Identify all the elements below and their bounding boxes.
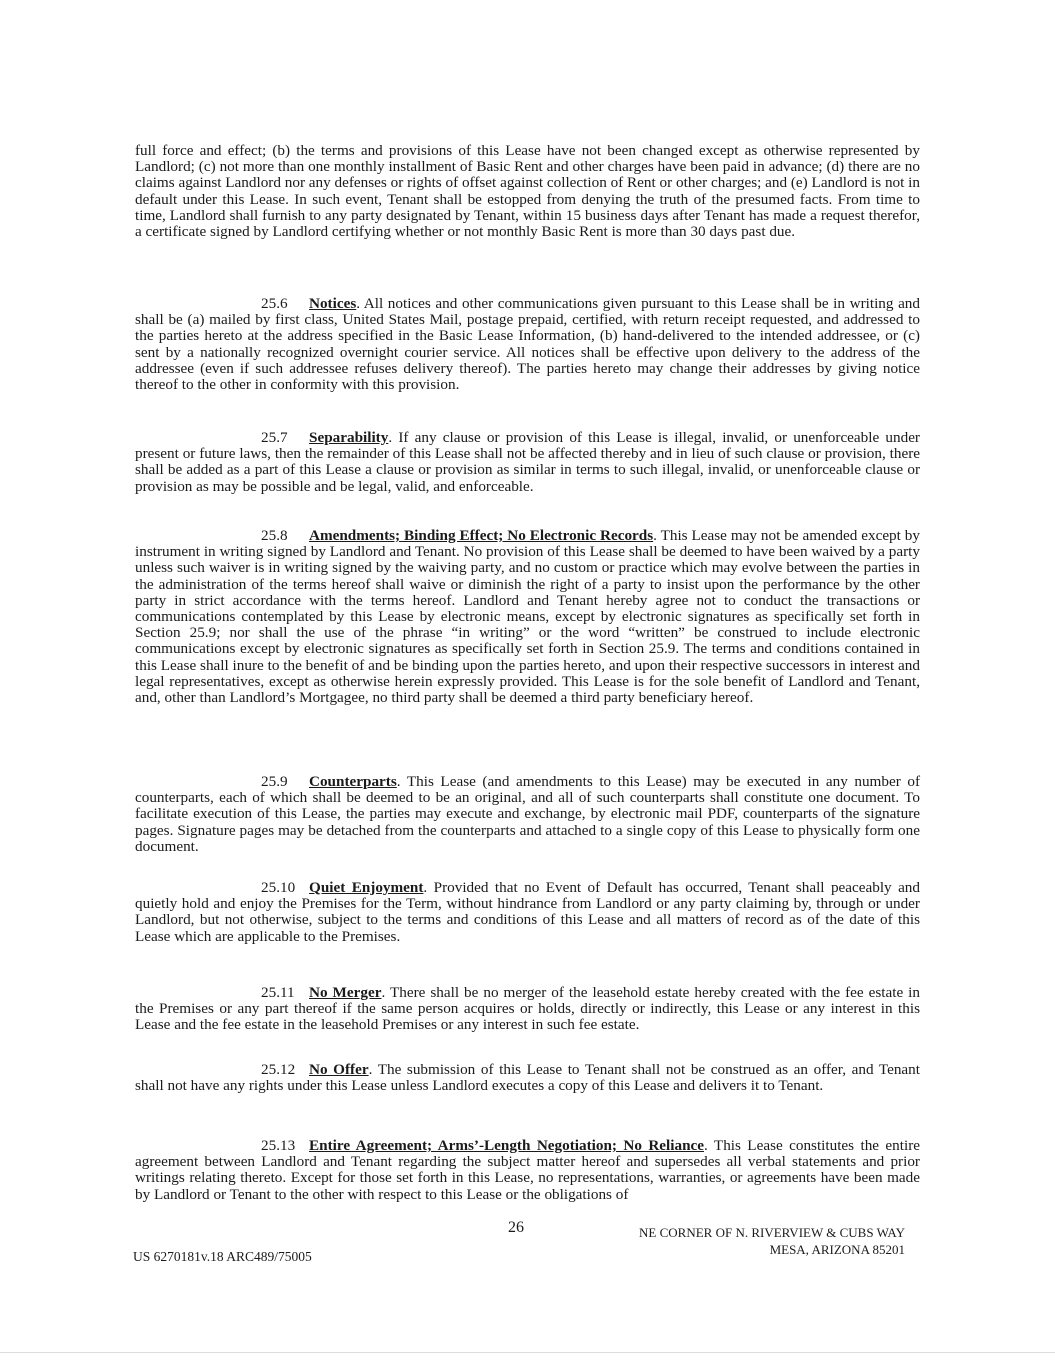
section-text: . This Lease constitutes the entire agreement between Landlord and Tenant regarding the subject matter hereof and supersedes all verbal statements and prior writings relating thereto. Except for those set forth in this Lease, no representations, warranties, or agreements have been made by Landlord or Tenant to the other with respect to this Lease or the obligations of (135, 1137, 920, 1203)
section-heading: No Offer (309, 1061, 369, 1078)
section-25-6 (135, 296, 920, 393)
section-heading: Separability (309, 429, 389, 446)
section-number: 25.13 (261, 1137, 296, 1154)
section-text: . This Lease (and amendments to this Lease) may be executed in any number of counterparts, each of which shall be deemed to be an original, and all of such counterparts shall constitute one document. To facilitate execution of this Lease, the parties may execute and exchange, by electronic mail PDF, counterparts of the signature pages. Signature pages may be detached from the counterparts and attached to a single copy of this Lease to physically form one document. (135, 773, 920, 855)
section-number: 25.10 (261, 879, 296, 896)
section-heading: Amendments; Binding Effect; No Electronic Records (309, 527, 654, 544)
section-heading: Quiet Enjoyment (309, 879, 424, 896)
section-number: 25.6 (261, 295, 288, 312)
section-number: 25.7 (261, 429, 288, 446)
section-heading: Notices (309, 295, 357, 312)
section-text: . Provided that no Event of Default has occurred, Tenant shall peaceably and quietly hold and enjoy the Premises for the Term, without hindrance from Landlord or any party claiming by, through or under Landlord, but not otherwise, subject to the terms and conditions of this Lease and all matters of record as of the date of this Lease which are applicable to the Premises. (135, 879, 920, 945)
section-text: . If any clause or provision of this Lease is illegal, invalid, or unenforceable under present or future laws, then the remainder of this Lease shall not be affected thereby and in lieu of such clause or provision, there shall be added as a part of this Lease a clause or provision as similar in terms to such illegal, invalid, or unenforceable clause or provision as may be possible and be legal, valid, and enforceable. (135, 429, 920, 495)
section-number: 25.8 (261, 527, 288, 544)
section-number: 25.11 (261, 984, 295, 1001)
address-line-2: MESA, ARIZONA 85201 (769, 1242, 905, 1257)
property-address (639, 1224, 905, 1258)
section-text: . The submission of this Lease to Tenant shall not be construed as an offer, and Tenant shall not have any rights under this Lease unless Landlord executes a copy of this Lease and delivers it to Tenant. (135, 1061, 920, 1095)
section-25-7 (135, 430, 920, 495)
section-25-11 (135, 985, 920, 1034)
address-line-1: NE CORNER OF N. RIVERVIEW & CUBS WAY (639, 1225, 905, 1240)
section-heading: Counterparts (309, 773, 397, 790)
section-25-10 (135, 880, 920, 945)
section-25-13 (135, 1138, 920, 1203)
section-text: . All notices and other communications given pursuant to this Lease shall be in writing and shall be (a) mailed by first class, United States Mail, postage prepaid, certified, with return receipt requested, and addressed to the parties hereto at the address specified in the Basic Lease Information, (b) hand-delivered to the intended addressee, or (c) sent by a nationally recognized overnight courier service. All notices shall be effective upon delivery to the address of the addressee (even if such addressee refuses delivery thereof). The parties hereto may change their addresses by giving notice thereof to the other in conformity with this provision. (135, 295, 920, 394)
section-25-9 (135, 774, 920, 855)
paragraph-continuation (135, 143, 920, 240)
section-heading: No Merger (309, 984, 382, 1001)
document-id: US 6270181v.18 ARC489/75005 (133, 1249, 312, 1264)
section-text: . This Lease may not be amended except by instrument in writing signed by Landlord and Tenant. No provision of this Lease shall be deemed to have been waived by a party unless such waiver is in writing signed by the waiving party, and no custom or practice which may evolve between the parties in the administration of the terms hereof shall waive or diminish the right of a party to insist upon the performance by the other party in strict accordance with the terms hereof. Landlord and Tenant hereby agree not to conduct the transactions or communications contemplated by this Lease by electronic means, except by electronic signatures as specifically set forth in Section 25.9; nor shall the use of the phrase “in writing” or the word “written” be construed to include electronic communications except by electronic signatures as specifically set forth in Section 25.9. The terms and conditions contained in this Lease shall inure to the benefit of and be binding upon the parties hereto, and upon their respective successors in interest and legal representatives, except as otherwise herein expressly provided. This Lease is for the sole benefit of Landlord and Tenant, and, other than Landlord’s Mortgagee, no third party shall be deemed a third party beneficiary hereof. (135, 527, 920, 707)
paragraph-text: full force and effect; (b) the terms and provisions of this Lease have not been changed except as otherwise represented by Landlord; (c) not more than one monthly installment of Basic Rent and other charges have been paid in advance; (d) there are no claims against Landlord nor any defenses or rights of offset against collection of Rent or other charges; and (e) Landlord is not in default under this Lease. In such event, Tenant shall be estopped from denying the truth of the presumed facts. From time to time, Landlord shall furnish to any party designated by Tenant, within 15 business days after Tenant has made a request therefor, a certificate signed by Landlord certifying whether or not monthly Basic Rent is more than 30 days past due. (135, 142, 920, 241)
section-heading: Entire Agreement; Arms’-Length Negotiation; No Reliance (309, 1137, 704, 1154)
section-number: 25.9 (261, 773, 288, 790)
section-25-8 (135, 528, 920, 706)
scan-edge (0, 1352, 1055, 1353)
page-number: 26 (508, 1219, 524, 1236)
section-text: . There shall be no merger of the leasehold estate hereby created with the fee estate in the Premises or any part thereof if the same person acquires or holds, directly or indirectly, this Lease or any interest in this Lease and the fee estate in the leasehold Premises or any interest in such fee estate. (135, 984, 920, 1034)
section-number: 25.12 (261, 1061, 296, 1078)
section-25-12 (135, 1062, 920, 1094)
